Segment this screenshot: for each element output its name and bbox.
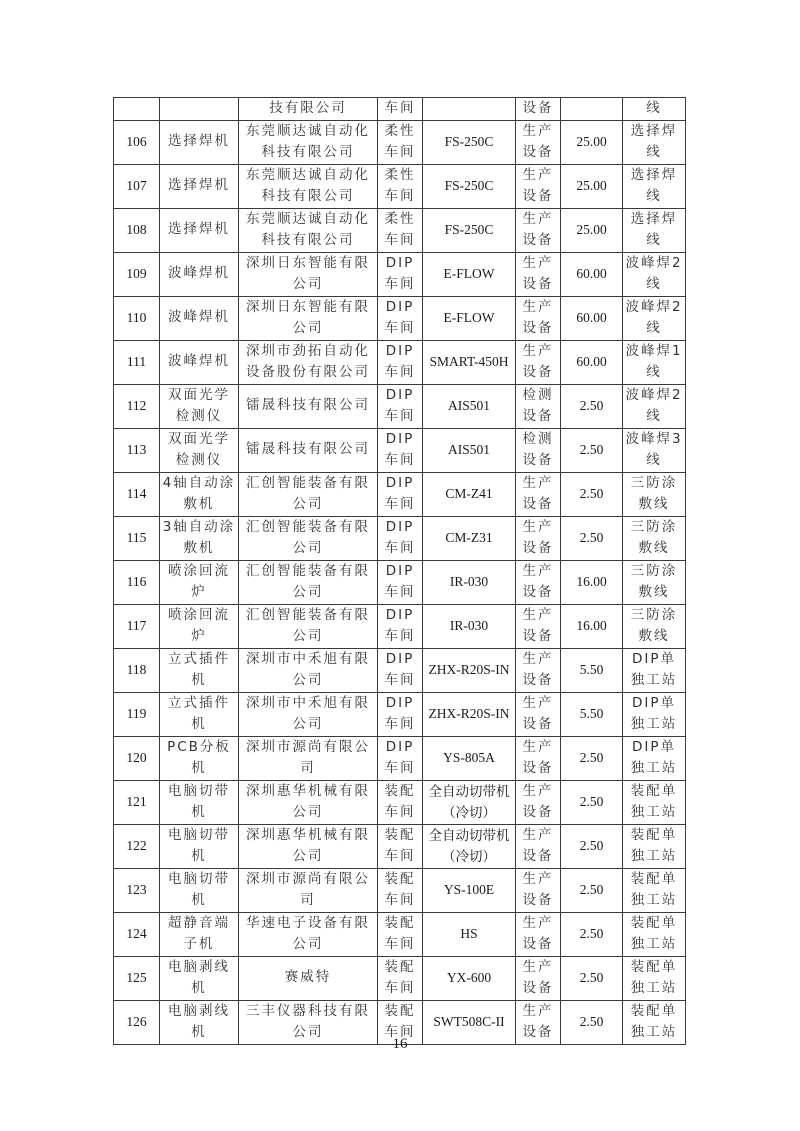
table-row [114, 164, 686, 208]
cell-power: 16.00 [561, 604, 623, 648]
cell-category: 生产设备 [516, 604, 561, 648]
cell-name: 波峰焊机 [160, 252, 239, 296]
cell-category: 生产设备 [516, 956, 561, 1000]
cell-power: 25.00 [561, 208, 623, 252]
cell-name: PCB分板机 [160, 736, 239, 780]
cell-line: 三防涂敷线 [623, 472, 686, 516]
cell-power: 2.50 [561, 780, 623, 824]
cell-power: 5.50 [561, 648, 623, 692]
table-row [114, 780, 686, 824]
cell-power: 60.00 [561, 252, 623, 296]
cell-manufacturer: 深圳惠华机械有限公司 [239, 824, 378, 868]
cell-name: 选择焊机 [160, 208, 239, 252]
table-row [114, 912, 686, 956]
cell-power: 2.50 [561, 912, 623, 956]
equipment-table [113, 97, 686, 1045]
cell-location: DIP车间 [378, 472, 423, 516]
cell-line: 装配单独工站 [623, 868, 686, 912]
cell-category: 生产设备 [516, 472, 561, 516]
cell-name: 超静音端子机 [160, 912, 239, 956]
cell-line: 波峰焊2线 [623, 252, 686, 296]
cell-location: DIP车间 [378, 736, 423, 780]
cell-no: 108 [114, 208, 160, 252]
cell-model: SMART-450H [423, 340, 516, 384]
cell-name: 双面光学检测仪 [160, 384, 239, 428]
table-row [114, 736, 686, 780]
table-row [114, 120, 686, 164]
cell-line: 选择焊线 [623, 120, 686, 164]
cell-line: DIP单独工站 [623, 648, 686, 692]
cell-manufacturer: 深圳市中禾旭有限公司 [239, 648, 378, 692]
cell-power: 2.50 [561, 384, 623, 428]
cell-line: 装配单独工站 [623, 824, 686, 868]
cell-location: 装配车间 [378, 912, 423, 956]
cell-name: 电脑切带机 [160, 868, 239, 912]
cell-line: 波峰焊1线 [623, 340, 686, 384]
cell-manufacturer: 深圳惠华机械有限公司 [239, 780, 378, 824]
cell-name: 波峰焊机 [160, 296, 239, 340]
cell-no [114, 98, 160, 121]
cell-model: ZHX-R20S-IN [423, 648, 516, 692]
cell-location: 装配车间 [378, 868, 423, 912]
cell-no: 109 [114, 252, 160, 296]
cell-name: 双面光学检测仪 [160, 428, 239, 472]
cell-category: 生产设备 [516, 648, 561, 692]
cell-model: E-FLOW [423, 296, 516, 340]
table-row [114, 208, 686, 252]
cell-no: 113 [114, 428, 160, 472]
cell-model: FS-250C [423, 120, 516, 164]
cell-no: 111 [114, 340, 160, 384]
cell-model: 全自动切带机（冷切） [423, 824, 516, 868]
cell-line: 装配单独工站 [623, 1000, 686, 1044]
cell-location: DIP车间 [378, 296, 423, 340]
cell-power: 5.50 [561, 692, 623, 736]
cell-model: YS-100E [423, 868, 516, 912]
cell-no: 126 [114, 1000, 160, 1044]
cell-power: 60.00 [561, 340, 623, 384]
cell-category: 生产设备 [516, 296, 561, 340]
cell-name: 喷涂回流炉 [160, 560, 239, 604]
cell-name: 选择焊机 [160, 164, 239, 208]
cell-manufacturer: 三丰仪器科技有限公司 [239, 1000, 378, 1044]
cell-model: CM-Z41 [423, 472, 516, 516]
cell-name: 电脑剥线机 [160, 1000, 239, 1044]
cell-line: 装配单独工站 [623, 912, 686, 956]
cell-manufacturer: 深圳市源尚有限公司 [239, 868, 378, 912]
cell-power: 2.50 [561, 428, 623, 472]
cell-manufacturer: 东莞顺达诚自动化科技有限公司 [239, 208, 378, 252]
cell-no: 112 [114, 384, 160, 428]
cell-power: 2.50 [561, 516, 623, 560]
cell-model: IR-030 [423, 560, 516, 604]
cell-location: 装配车间 [378, 956, 423, 1000]
table-row [114, 956, 686, 1000]
cell-no: 123 [114, 868, 160, 912]
cell-category: 生产设备 [516, 1000, 561, 1044]
cell-model: YS-805A [423, 736, 516, 780]
cell-no: 115 [114, 516, 160, 560]
cell-category: 生产设备 [516, 780, 561, 824]
page-number: 16 [392, 1036, 408, 1052]
table-row-continuation [114, 98, 686, 121]
cell-model: E-FLOW [423, 252, 516, 296]
cell-location: 柔性车间 [378, 164, 423, 208]
cell-line: 线 [623, 98, 686, 121]
cell-location: DIP车间 [378, 340, 423, 384]
cell-power: 16.00 [561, 560, 623, 604]
cell-category: 生产设备 [516, 868, 561, 912]
cell-category: 生产设备 [516, 120, 561, 164]
cell-no: 110 [114, 296, 160, 340]
cell-category: 生产设备 [516, 736, 561, 780]
cell-no: 124 [114, 912, 160, 956]
cell-line: 三防涂敷线 [623, 604, 686, 648]
cell-no: 120 [114, 736, 160, 780]
table-row [114, 824, 686, 868]
cell-manufacturer: 镭晟科技有限公司 [239, 384, 378, 428]
cell-line: 波峰焊2线 [623, 296, 686, 340]
cell-manufacturer: 汇创智能装备有限公司 [239, 472, 378, 516]
cell-location: 装配车间 [378, 780, 423, 824]
cell-manufacturer: 镭晟科技有限公司 [239, 428, 378, 472]
cell-category: 生产设备 [516, 824, 561, 868]
cell-line: 波峰焊2线 [623, 384, 686, 428]
cell-line: DIP单独工站 [623, 692, 686, 736]
cell-manufacturer: 汇创智能装备有限公司 [239, 560, 378, 604]
cell-name: 3轴自动涂敷机 [160, 516, 239, 560]
cell-name [160, 98, 239, 121]
table-row [114, 384, 686, 428]
cell-power: 2.50 [561, 1000, 623, 1044]
cell-location: DIP车间 [378, 560, 423, 604]
cell-location: DIP车间 [378, 384, 423, 428]
cell-no: 117 [114, 604, 160, 648]
cell-model: AIS501 [423, 384, 516, 428]
cell-no: 107 [114, 164, 160, 208]
cell-manufacturer: 深圳市源尚有限公司 [239, 736, 378, 780]
cell-model: YX-600 [423, 956, 516, 1000]
table-row [114, 604, 686, 648]
cell-model: 全自动切带机（冷切） [423, 780, 516, 824]
cell-model: SWT508C-II [423, 1000, 516, 1044]
cell-power: 25.00 [561, 164, 623, 208]
cell-no: 122 [114, 824, 160, 868]
cell-location: DIP车间 [378, 516, 423, 560]
cell-power: 2.50 [561, 736, 623, 780]
cell-model: FS-250C [423, 164, 516, 208]
cell-line: 三防涂敷线 [623, 560, 686, 604]
cell-name: 立式插件机 [160, 692, 239, 736]
cell-line: 装配单独工站 [623, 780, 686, 824]
cell-location: 车间 [378, 98, 423, 121]
cell-no: 121 [114, 780, 160, 824]
cell-category: 生产设备 [516, 692, 561, 736]
cell-power: 25.00 [561, 120, 623, 164]
cell-line: DIP单独工站 [623, 736, 686, 780]
cell-line: 装配单独工站 [623, 956, 686, 1000]
cell-category: 检测设备 [516, 428, 561, 472]
cell-model: CM-Z31 [423, 516, 516, 560]
cell-name: 电脑切带机 [160, 780, 239, 824]
table-row [114, 692, 686, 736]
cell-model: IR-030 [423, 604, 516, 648]
cell-line: 三防涂敷线 [623, 516, 686, 560]
cell-category: 生产设备 [516, 912, 561, 956]
cell-power: 2.50 [561, 956, 623, 1000]
cell-category: 生产设备 [516, 560, 561, 604]
cell-category: 生产设备 [516, 340, 561, 384]
cell-power: 2.50 [561, 868, 623, 912]
cell-location: DIP车间 [378, 692, 423, 736]
cell-manufacturer: 技有限公司 [239, 98, 378, 121]
cell-no: 116 [114, 560, 160, 604]
cell-location: 装配车间 [378, 1000, 423, 1044]
cell-category: 生产设备 [516, 516, 561, 560]
cell-model [423, 98, 516, 121]
cell-name: 波峰焊机 [160, 340, 239, 384]
cell-manufacturer: 华速电子设备有限公司 [239, 912, 378, 956]
cell-category: 生产设备 [516, 208, 561, 252]
table-row [114, 868, 686, 912]
cell-line: 选择焊线 [623, 208, 686, 252]
cell-model: AIS501 [423, 428, 516, 472]
cell-category: 检测设备 [516, 384, 561, 428]
table-row [114, 648, 686, 692]
table-row [114, 516, 686, 560]
cell-line: 选择焊线 [623, 164, 686, 208]
table-row [114, 472, 686, 516]
table-row [114, 428, 686, 472]
cell-category: 生产设备 [516, 252, 561, 296]
cell-category: 设备 [516, 98, 561, 121]
cell-category: 生产设备 [516, 164, 561, 208]
table-row [114, 252, 686, 296]
cell-manufacturer: 深圳市中禾旭有限公司 [239, 692, 378, 736]
cell-power: 2.50 [561, 824, 623, 868]
cell-no: 125 [114, 956, 160, 1000]
cell-name: 电脑剥线机 [160, 956, 239, 1000]
cell-manufacturer: 深圳日东智能有限公司 [239, 252, 378, 296]
cell-model: ZHX-R20S-IN [423, 692, 516, 736]
cell-line: 波峰焊3线 [623, 428, 686, 472]
cell-name: 电脑切带机 [160, 824, 239, 868]
cell-manufacturer: 汇创智能装备有限公司 [239, 604, 378, 648]
cell-no: 119 [114, 692, 160, 736]
cell-no: 106 [114, 120, 160, 164]
cell-model: FS-250C [423, 208, 516, 252]
cell-manufacturer: 东莞顺达诚自动化科技有限公司 [239, 164, 378, 208]
cell-manufacturer: 深圳市劲拓自动化设备股份有限公司 [239, 340, 378, 384]
cell-manufacturer: 赛威特 [239, 956, 378, 1000]
cell-name: 选择焊机 [160, 120, 239, 164]
cell-location: DIP车间 [378, 648, 423, 692]
cell-power: 60.00 [561, 296, 623, 340]
cell-name: 4轴自动涂敷机 [160, 472, 239, 516]
cell-manufacturer: 汇创智能装备有限公司 [239, 516, 378, 560]
cell-model: HS [423, 912, 516, 956]
table-row [114, 296, 686, 340]
cell-location: DIP车间 [378, 252, 423, 296]
cell-name: 喷涂回流炉 [160, 604, 239, 648]
cell-location: DIP车间 [378, 604, 423, 648]
cell-power: 2.50 [561, 472, 623, 516]
cell-manufacturer: 东莞顺达诚自动化科技有限公司 [239, 120, 378, 164]
cell-location: 柔性车间 [378, 120, 423, 164]
table-row [114, 340, 686, 384]
cell-no: 114 [114, 472, 160, 516]
cell-location: 装配车间 [378, 824, 423, 868]
cell-location: DIP车间 [378, 428, 423, 472]
cell-manufacturer: 深圳日东智能有限公司 [239, 296, 378, 340]
table-row [114, 560, 686, 604]
cell-location: 柔性车间 [378, 208, 423, 252]
cell-no: 118 [114, 648, 160, 692]
cell-name: 立式插件机 [160, 648, 239, 692]
cell-power [561, 98, 623, 121]
